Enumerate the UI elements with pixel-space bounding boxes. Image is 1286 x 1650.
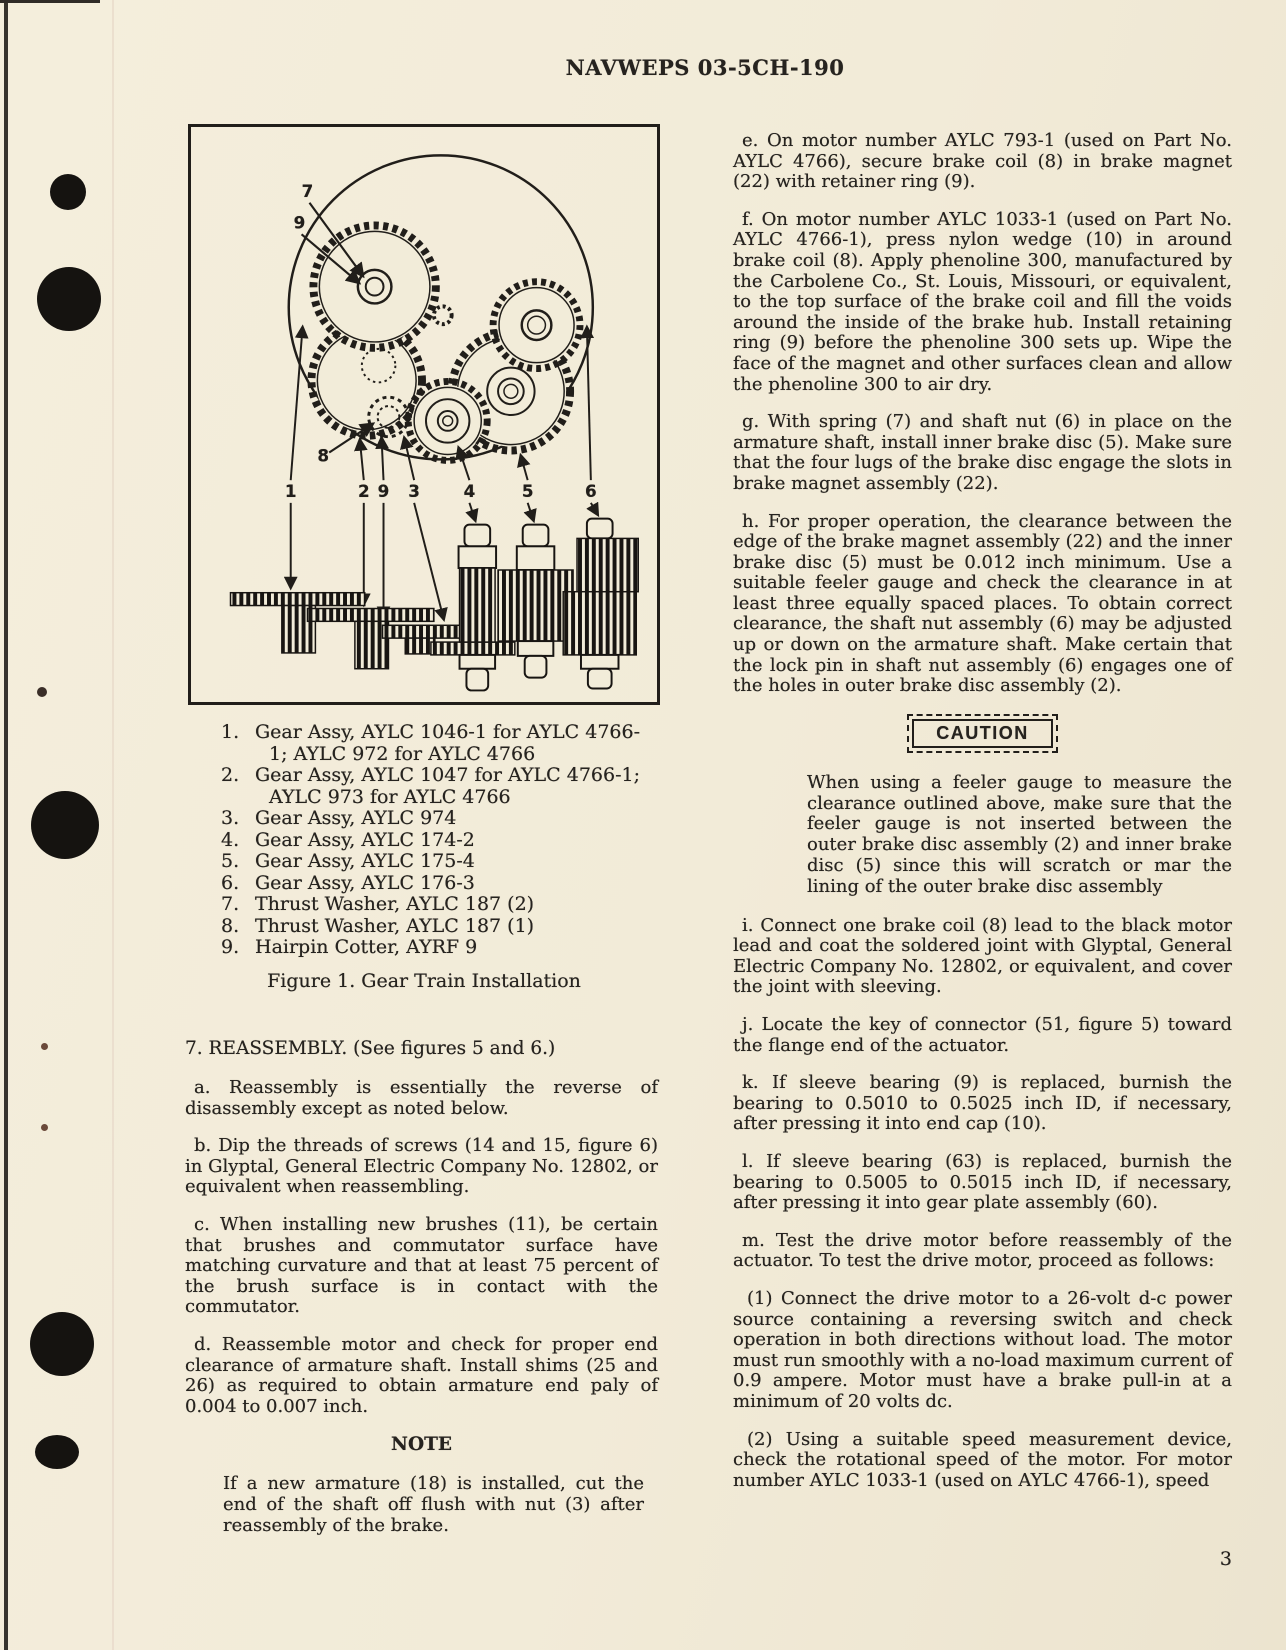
paragraph-b: b. Dip the threads of screws (14 and 15, figure 6) in Glyptal, General Electric Company No. 12802, or equivalent when reassembling. bbox=[185, 1135, 658, 1198]
callout-1: 1 bbox=[284, 480, 297, 501]
legend-item: 7. Thrust Washer, AYLC 187 (2) bbox=[221, 893, 535, 915]
page-number: 3 bbox=[1219, 1548, 1232, 1570]
paragraph-f: f. On motor number AYLC 1033-1 (used on Part No. AYLC 4766-1), press nylon wedge (10) in around brake coil (8). Apply phenoline 300, manufactured by the Carbolene Co., St. Louis, Missouri, or equivalent, to the top surface of the brake coil and fill the voids around the inside of the brake hub. Install retaining ring (9) before the phenoline 300 sets up. Wipe the face of the magnet and other surfaces clean and allow the phenoline 300 to air dry. bbox=[733, 208, 1232, 395]
callout-5: 5 bbox=[521, 480, 534, 501]
legend-item: 2. Gear Assy, AYLC 1047 for AYLC 4766-1; AYLC 973 for AYLC 4766 bbox=[221, 764, 641, 808]
callout-9: 9 bbox=[377, 480, 390, 501]
callout-6: 6 bbox=[585, 480, 597, 501]
legend-item: 6. Gear Assy, AYLC 176-3 bbox=[221, 871, 475, 894]
left-column bbox=[185, 1038, 658, 1536]
callout-8: 8 bbox=[317, 445, 330, 466]
paragraph-d: d. Reassemble motor and check for proper end clearance of armature shaft. Install shims (25 and 26) as required to obtain armature end paly of 0.004 to 0.007 inch. bbox=[185, 1333, 658, 1417]
paragraph-j: j. Locate the key of connector (51, figure 5) toward the flange end of the actuator. bbox=[733, 1014, 1232, 1056]
caution-box bbox=[733, 714, 1232, 753]
legend-item: 8. Thrust Washer, AYLC 187 (1) bbox=[221, 914, 535, 937]
ink-speck bbox=[41, 1124, 48, 1131]
legend-item: 9. Hairpin Cotter, AYRF 9 bbox=[221, 936, 478, 958]
scan-crease bbox=[112, 0, 114, 1650]
paragraph-c: c. When installing new brushes (11), be certain that brushes and commutator surface have matching curvature and that at least 75 percent of the brush surface is in contact with the commutator. bbox=[185, 1213, 658, 1318]
note-body: If a new armature (18) is installed, cut the end of the shaft off flush with nut (3) after reassembly of the brake. bbox=[223, 1473, 644, 1536]
punch-hole bbox=[35, 1435, 79, 1469]
punch-hole bbox=[30, 1312, 94, 1376]
caution-label: CAUTION bbox=[912, 719, 1053, 748]
paragraph-g: g. With spring (7) and shaft nut (6) in place on the armature shaft, install inner brake disc (5). Make sure that the four lugs of the brake disc engage the slots in brake magnet assembly (22). bbox=[733, 411, 1232, 494]
scan-edge-left bbox=[4, 0, 8, 1650]
paragraph-l: l. If sleeve bearing (63) is replaced, burnish the bearing to 0.5005 to 0.5015 inch ID, if necessary, after pressing it into gear plate assembly (60). bbox=[733, 1150, 1232, 1214]
punch-hole bbox=[37, 267, 101, 331]
callout-7: 7 bbox=[301, 180, 314, 201]
figure-caption: Figure 1. Gear Train Installation bbox=[267, 970, 581, 992]
callout-9-top: 9 bbox=[293, 212, 306, 233]
ink-speck bbox=[37, 687, 47, 697]
gear-train-diagram bbox=[191, 127, 657, 702]
figure-legend bbox=[221, 722, 661, 959]
punch-hole bbox=[31, 791, 99, 859]
paragraph-1: (1) Connect the drive motor to a 26-volt d-c power source containing a reversing switch and check operation in both directions without load. The motor must run smoothly with a no-load maximum current of 0.9 ampere. Motor must have a brake pull-in at a minimum of 20 volts dc. bbox=[733, 1287, 1232, 1412]
right-column bbox=[733, 131, 1232, 1491]
legend-item: 1. Gear Assy, AYLC 1046-1 for AYLC 4766-1; AYLC 972 for AYLC 4766 bbox=[221, 721, 641, 765]
caution-body: When using a feeler gauge to measure the clearance outlined above, make sure that the feeler gauge is not inserted between the outer brake disc assembly (2) and inner brake disc (5) since this will scratch or mar the lining of the outer brake disc assembly bbox=[807, 771, 1232, 897]
paragraph-a: a. Reassembly is essentially the reverse of disassembly except as noted below. bbox=[185, 1077, 658, 1119]
note-heading: NOTE bbox=[391, 1434, 452, 1456]
paragraph-e: e. On motor number AYLC 793-1 (used on Part No. AYLC 4766), secure brake coil (8) in brake magnet (22) with retainer ring (9). bbox=[733, 130, 1232, 193]
callout-2: 2 bbox=[357, 480, 370, 501]
page-title: NAVWEPS 03-5CH-190 bbox=[565, 55, 845, 80]
ink-speck bbox=[41, 1043, 48, 1050]
callout-3: 3 bbox=[408, 480, 420, 501]
legend-item: 4. Gear Assy, AYLC 174-2 bbox=[221, 828, 475, 851]
figure-1-gear-train bbox=[188, 124, 660, 705]
paragraph-m: m. Test the drive motor before reassembly of the actuator. To test the drive motor, proceed as follows: bbox=[733, 1229, 1232, 1272]
section-heading: 7. REASSEMBLY. (See figures 5 and 6.) bbox=[185, 1038, 556, 1059]
idler-gear bbox=[434, 306, 452, 324]
legend-item: 5. Gear Assy, AYLC 175-4 bbox=[221, 850, 475, 872]
callout-4: 4 bbox=[463, 480, 476, 501]
paragraph-h: h. For proper operation, the clearance between the edge of the brake magnet assembly (22) and the inner brake disc (5) must be 0.012 inch minimum. Use a suitable feeler gauge and check the clearance in at least three equally spaced places. To obtain correct clearance, the shaft nut assembly (6) may be adjusted up or down on the armature shaft. Make certain that the lock pin in shaft nut assembly (6) engages one of the holes in outer brake disc assembly (2). bbox=[733, 510, 1232, 697]
legend-item: 3. Gear Assy, AYLC 974 bbox=[221, 807, 457, 829]
punch-hole bbox=[50, 174, 86, 210]
paragraph-k: k. If sleeve bearing (9) is replaced, burnish the bearing to 0.5010 to 0.5025 inch ID, if necessary, after pressing it into end cap (10). bbox=[733, 1072, 1232, 1135]
scan-edge-top bbox=[0, 0, 100, 3]
paragraph-2: (2) Using a suitable speed measurement device, check the rotational speed of the motor. For motor number AYLC 1033-1 (used on AYLC 4766-1), speed bbox=[733, 1428, 1232, 1491]
paragraph-i: i. Connect one brake coil (8) lead to the black motor lead and coat the soldered joint with Glyptal, General Electric Company No. 12802, or equivalent, and cover the joint with sleeving. bbox=[733, 914, 1232, 998]
